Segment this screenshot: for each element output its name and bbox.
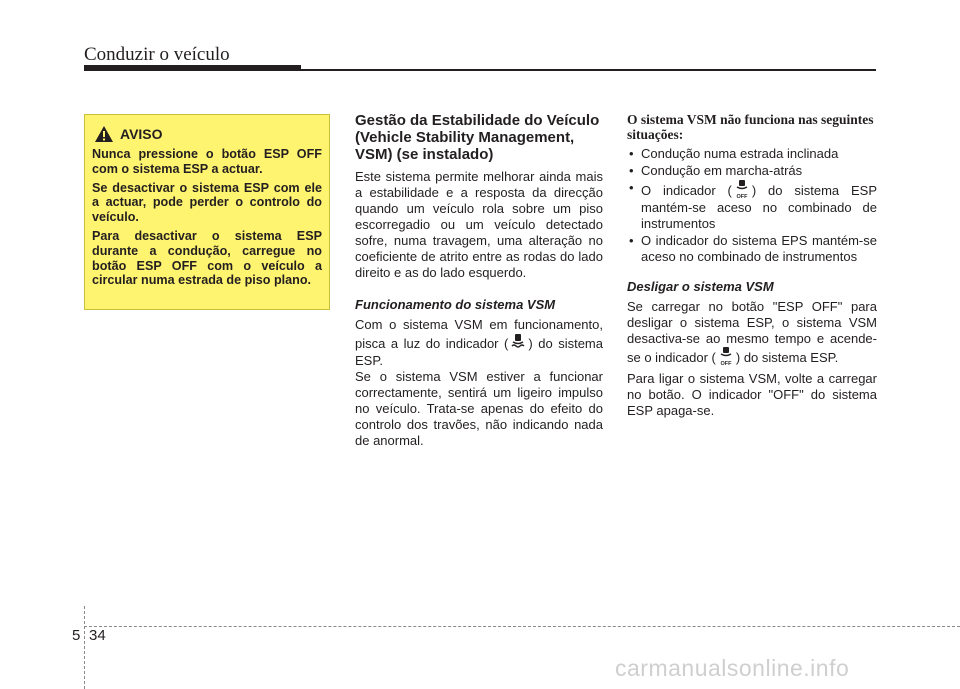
header-bar bbox=[84, 65, 301, 71]
vsm-operation-paragraph bbox=[355, 317, 603, 369]
text-segment: ) do sistema ESP. bbox=[735, 350, 839, 365]
warning-paragraph: Para desactivar o sistema ESP durante a condução, carregue no botão ESP OFF com o veículo a circular numa estrada de piso plano. bbox=[92, 228, 322, 288]
vsm-off-heading: Desligar o sistema VSM bbox=[627, 279, 774, 294]
warning-paragraph: Se desactivar o sistema ESP com ele a actuar, pode perder o controlo do veículo. bbox=[92, 180, 322, 225]
vsm-on-paragraph: Para ligar o sistema VSM, volte a carregar no botão. O indicador "OFF" do sistema ESP apaga-se. bbox=[627, 371, 877, 418]
list-item bbox=[627, 180, 877, 232]
vsm-conditions-column bbox=[627, 112, 877, 419]
text-segment: ) do sistema ESP mantém-se aceso no combinado de instrumentos bbox=[641, 183, 878, 231]
footer-rule bbox=[84, 626, 960, 627]
vsm-off-paragraph bbox=[627, 299, 877, 367]
warning-triangle-icon bbox=[94, 125, 114, 143]
vsm-not-working-heading: O sistema VSM não funciona nas seguintes situações: bbox=[627, 112, 874, 142]
text-segment: O indicador ( bbox=[641, 183, 732, 198]
text-segment: ) do sistema ESP. bbox=[355, 336, 603, 368]
chapter-title: Conduzir o veículo bbox=[84, 44, 230, 65]
chapter-number: 5 bbox=[72, 627, 81, 644]
list-item: • Condução numa estrada inclinada bbox=[627, 146, 877, 162]
off-label: OFF bbox=[720, 361, 732, 367]
warning-header bbox=[94, 125, 322, 143]
esp-off-indicator-icon bbox=[718, 347, 734, 367]
vsm-column bbox=[355, 112, 603, 449]
vsm-operation-note: Se o sistema VSM estiver a funcionar correctamente, sentirá um ligeiro impulso no veículo. Trata-se apenas do efeito do controlo dos travões, não indicando nada de anormal. bbox=[355, 369, 603, 448]
warning-paragraph: Nunca pressione o botão ESP OFF com o sistema ESP a actuar. bbox=[92, 147, 322, 176]
vsm-operation-heading: Funcionamento do sistema VSM bbox=[355, 297, 556, 312]
watermark: carmanualsonline.info bbox=[615, 655, 850, 681]
conditions-list bbox=[627, 146, 877, 265]
esp-off-indicator-icon bbox=[734, 180, 750, 200]
off-label: OFF bbox=[736, 194, 748, 200]
footer-divider bbox=[84, 606, 85, 689]
vsm-heading: Gestão da Estabilidade do Veículo (Vehicle Stability Management, VSM) (se instalado) bbox=[355, 112, 600, 163]
text-segment: Com o sistema VSM em funcionamento, pisca a luz do indicador ( bbox=[355, 317, 603, 351]
header-rule bbox=[301, 69, 876, 71]
page-number: 34 bbox=[89, 627, 106, 644]
vsm-intro: Este sistema permite melhorar ainda mais a estabilidade e a resposta da direcção quando um veículo rola sobre um piso escorregadio ou um veículo detectado sofre, numa travagem, uma alteração no coeficiente de atrito entre as rodas do lado direito e as do lado esquerdo. bbox=[355, 169, 603, 280]
warning-title: AVISO bbox=[120, 126, 163, 142]
warning-box bbox=[84, 114, 330, 310]
list-item: • O indicador do sistema EPS mantém-se aceso no combinado de instrumentos bbox=[627, 233, 877, 265]
list-item: • Condução em marcha-atrás bbox=[627, 163, 877, 179]
text-segment: Se carregar no botão "ESP OFF" para desligar o sistema ESP, o sistema VSM desactiva-se ao mesmo tempo e acende-se o indicador ( bbox=[627, 299, 877, 365]
esp-indicator-icon bbox=[510, 333, 526, 353]
